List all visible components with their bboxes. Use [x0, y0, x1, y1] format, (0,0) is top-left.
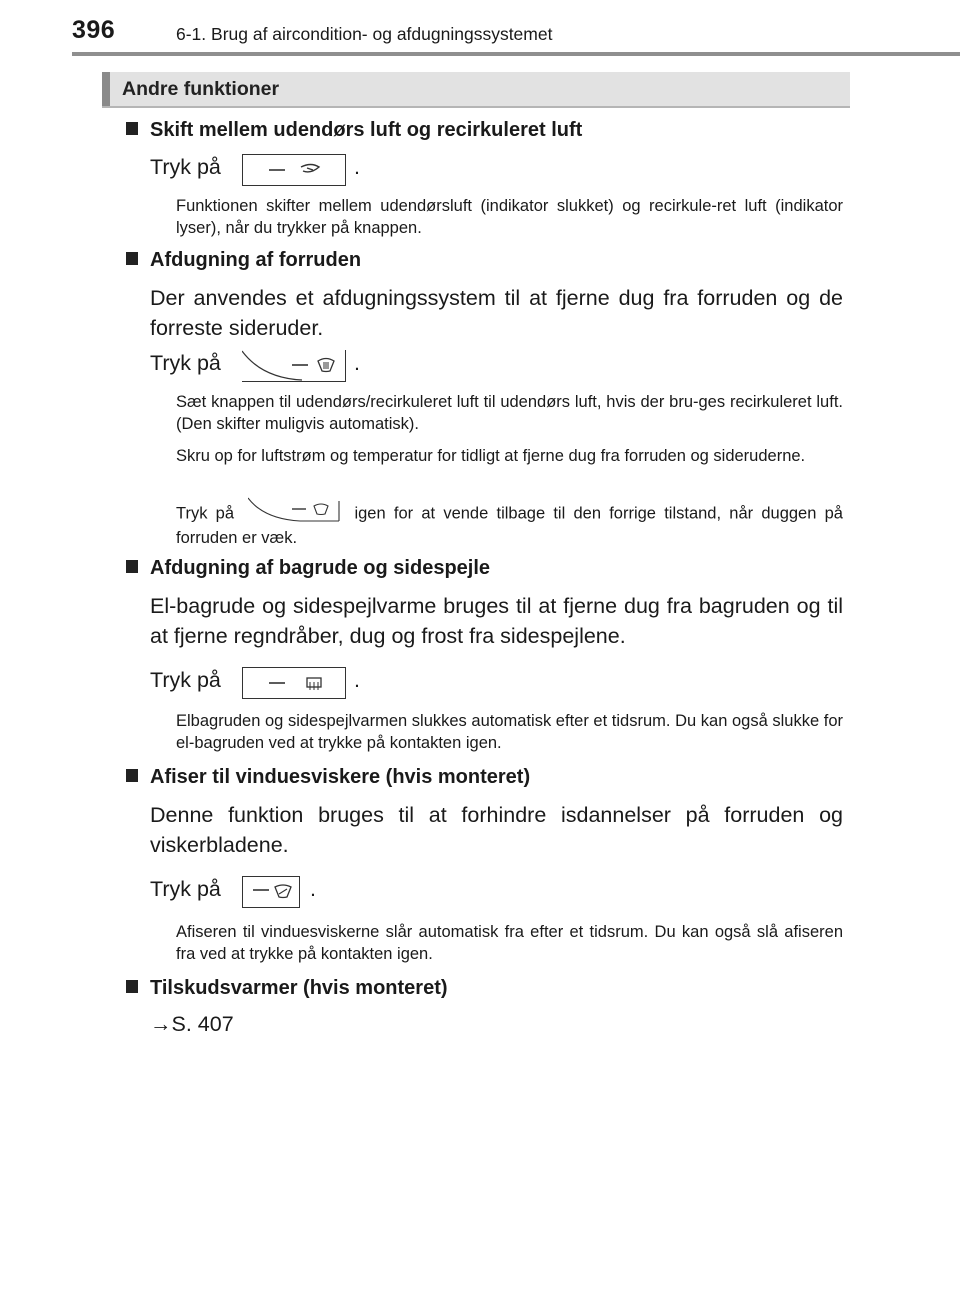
body-windshield-defog: Der anvendes et afdugningssystem til at fjerne dug fra forruden og de forreste sideruder. — [150, 286, 843, 340]
windshield-defroster-icon — [242, 350, 346, 382]
heading-text: Afdugning af forruden — [150, 249, 362, 271]
note-windshield-2: Skru op for luftstrøm og temperatur for tidligt at fjerne dug fra forruden og sideruderne. — [176, 447, 806, 465]
section-accent — [102, 72, 110, 106]
windshield-defroster-button[interactable] — [242, 350, 346, 382]
heading-text: Afdugning af bagrude og sidespejle — [150, 557, 491, 579]
period: . — [354, 351, 360, 375]
rear-defogger-button[interactable] — [242, 667, 346, 699]
note-rear-defog: Elbagruden og sidespejlvarmen slukkes automatisk efter et tidsrum. Du kan også slukke for el-bagruden ved at trykke på kontakten igen. — [176, 712, 843, 752]
square-bullet-icon — [126, 769, 138, 782]
wiper-deicer-icon — [243, 877, 301, 909]
square-bullet-icon — [126, 980, 138, 993]
heading-text: Afiser til vinduesviskere (hvis monteret) — [150, 766, 531, 788]
heading-rear-defog — [126, 557, 490, 580]
note-windshield-3 — [176, 501, 843, 549]
windshield-defroster-icon — [248, 497, 340, 523]
wiper-deicer-button[interactable] — [242, 876, 300, 908]
note-recirculation: Funktionen skifter mellem udendørsluft (indikator slukket) og recirkule-ret luft (indikator lyser), når du trykker på knappen. — [176, 197, 843, 237]
running-head: 6-1. Brug af aircondition- og afdugningssystemet — [176, 24, 553, 44]
press-text: Tryk på — [150, 155, 221, 179]
square-bullet-icon — [126, 252, 138, 265]
page-number: 396 — [72, 16, 116, 44]
body-rear-defog: El-bagrude og sidespejlvarme bruges til at fjerne dug fra bagruden og til at fjerne regndråber, dug og frost fra sidespejlene. — [150, 594, 843, 648]
heading-text: Skift mellem udendørs luft og recirkuleret luft — [150, 119, 583, 141]
square-bullet-icon — [126, 122, 138, 135]
press-line — [150, 155, 221, 180]
windshield-defroster-button-inline[interactable] — [248, 501, 340, 527]
press-text: Tryk på — [150, 668, 221, 692]
press-line — [150, 668, 221, 693]
recirculation-button[interactable] — [242, 154, 346, 186]
note-windshield-1: Sæt knappen til udendørs/recirkuleret luft til udendørs luft, hvis der bru-ges recirkuleret luft. (Den skifter muligvis automatisk). — [176, 393, 843, 433]
note-text: igen for at vende tilbage til den forrige tilstand, når duggen på forruden er væk. — [176, 504, 843, 547]
heading-wiper-deicer — [126, 766, 530, 789]
heading-recirculation — [126, 119, 582, 142]
press-text: Tryk på — [176, 504, 235, 523]
recirculation-icon — [243, 155, 347, 187]
square-bullet-icon — [126, 560, 138, 573]
press-line — [150, 351, 221, 376]
period: . — [354, 155, 360, 179]
note-wiper-deicer: Afiseren til vinduesviskerne slår automatisk fra efter et tidsrum. Du kan også slå afiseren fra ved at trykke på kontakten igen. — [176, 923, 843, 963]
heading-text: Tilskudsvarmer (hvis monteret) — [150, 977, 448, 999]
period: . — [354, 668, 360, 692]
press-text: Tryk på — [150, 877, 221, 901]
press-text: Tryk på — [150, 351, 221, 375]
period: . — [310, 877, 316, 901]
heading-aux-heater — [126, 977, 448, 1000]
body-wiper-deicer: Denne funktion bruges til at forhindre isdannelser på forruden og viskerbladene. — [150, 803, 843, 857]
section-title: Andre funktioner — [122, 78, 280, 100]
header-rule — [72, 52, 960, 56]
page-reference-link[interactable]: →S. 407 — [150, 1012, 234, 1036]
heading-windshield-defog — [126, 249, 361, 272]
press-line — [150, 877, 221, 902]
rear-window-defogger-icon — [243, 668, 347, 700]
section-title-bar — [102, 72, 850, 108]
